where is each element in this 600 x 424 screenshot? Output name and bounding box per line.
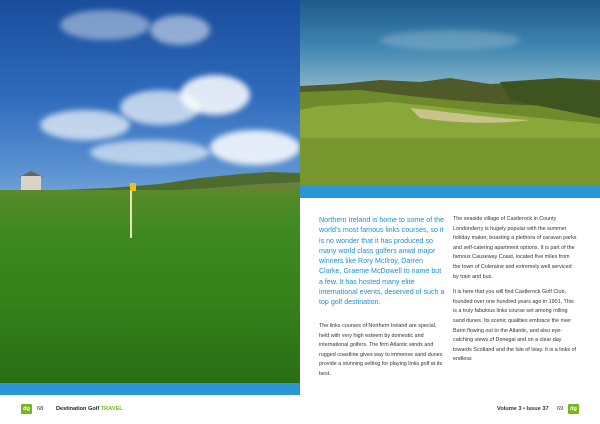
left-page-photo xyxy=(0,0,300,383)
left-page-number: 68 xyxy=(37,406,44,412)
putting-green xyxy=(0,190,300,383)
publication-name: Destination Golf xyxy=(56,406,100,412)
clubhouse-hut xyxy=(21,176,41,190)
body-paragraph: It is here that you will find Castlerock Golf Club, founded over one hundred years ago in 1901. This is a truly fabulous links course set among rolling sand dunes. Its scenic qualities embrace the river Bann flowing out to the Atlantic, and also eye-catching views of Donegal and on a clear day towards Scotland and the Isle of Islay. It is a links of endless xyxy=(453,289,577,363)
volume-issue: Volume 3 • Issue 37 xyxy=(497,406,549,412)
destination-golf-logo-icon: dg xyxy=(568,404,579,414)
flag-pole xyxy=(130,183,132,238)
article-intro: Northern Ireland is home to some of the world’s most famous links courses, so it is no wonder that it has produced so many world class golfers anwd major winners like Rory McIlroy, Darren Clarke, Graeme McDowell to name but a few. It has hosted many elite international events, deserved of such a top golf destination. xyxy=(319,216,445,307)
destination-golf-logo-icon: dg xyxy=(21,404,32,414)
section-name: TRAVEL xyxy=(100,406,123,412)
article-body-column-2 xyxy=(453,215,578,365)
publication-footer xyxy=(56,406,123,413)
links-fairway xyxy=(300,78,600,186)
flag-icon xyxy=(130,183,136,191)
left-page-stripe xyxy=(0,383,300,395)
body-paragraph: The seaside village of Castlerock in County Londonderry is hugely popular with the summer holiday maker, boasting a plethora of caravan parks and self-catering apartment options. It is part of the famous Causeway Coast, located five miles from the town of Coleraine and extremely well serviced by train and bus. xyxy=(453,216,577,280)
right-page-stripe xyxy=(300,186,600,198)
right-page-photo xyxy=(300,0,600,186)
right-page-number: 69 xyxy=(557,406,564,412)
article-body-column-1: The links courses of Northern Ireland are special, held with very high esteem by domestic and international golfers. The firm Atlantic winds and rugged coastline gives way to immense sand dunes provide a stunning setting for playing links golf at its best. xyxy=(319,323,443,377)
